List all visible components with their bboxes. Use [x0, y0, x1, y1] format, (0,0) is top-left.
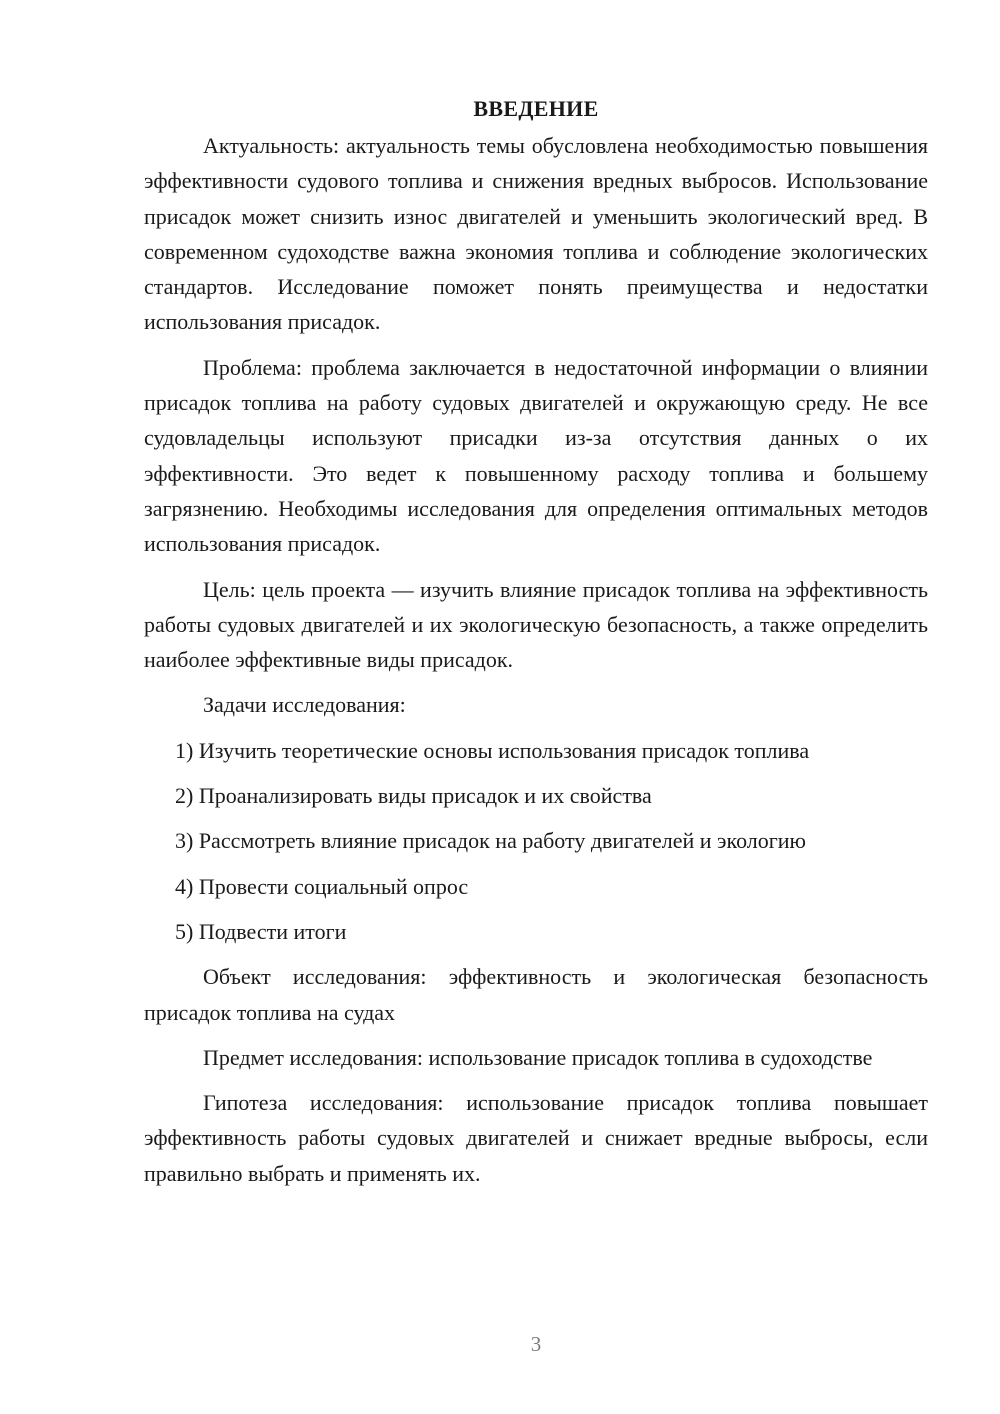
relevance-paragraph: Актуальность: актуальность темы обусловлена необходимостью повышения эффективности судового топлива и снижения вредных выбросов. Использование присадок может снизить износ двигателей и уменьшить экологический вред. В современном судоходстве важна экономия топлива и соблюдение экологических стандартов. Исследование поможет понять преимущества и недостатки использования присадок.: [144, 133, 928, 335]
object-paragraph: Объект исследования: эффективность и экологическая безопасность присадок топлива на судах: [144, 964, 928, 1025]
document-page: [144, 92, 928, 1201]
page-number: 3: [530, 1332, 542, 1356]
task-item: 3) Рассмотреть влияние присадок на работу двигателей и экологию: [175, 828, 806, 854]
document-title: ВВЕДЕНИЕ: [473, 96, 599, 121]
subject-paragraph: Предмет исследования: использование присадок топлива в судоходстве: [203, 1044, 873, 1070]
task-item: 2) Проанализировать виды присадок и их свойства: [175, 783, 652, 809]
task-item: 4) Провести социальный опрос: [175, 873, 469, 899]
tasks-list: [144, 733, 928, 949]
problem-paragraph: Проблема: проблема заключается в недостаточной информации о влиянии присадок топлива на работу судовых двигателей и окружающую среду. Не все судовладельцы используют присадки из-за отсутствия данных о их эффективности. Это ведет к повышенному расходу топлива и большему загрязнению. Необходимы исследования для определения оптимальных методов использования присадок.: [144, 354, 928, 557]
task-item: 1) Изучить теоретические основы использования присадок топлива: [175, 737, 810, 763]
hypothesis-paragraph: Гипотеза исследования: использование присадок топлива повышает эффективность работы судовых двигателей и снижает вредные выбросы, если правильно выбрать и применять их.: [144, 1090, 928, 1186]
tasks-heading: Задачи исследования:: [203, 692, 406, 718]
task-item: 5) Подвести итоги: [175, 918, 347, 944]
goal-paragraph: Цель: цель проекта — изучить влияние присадок топлива на эффективность работы судовых двигателей и их экологическую безопасность, а также определить наиболее эффективные виды присадок.: [144, 576, 928, 673]
